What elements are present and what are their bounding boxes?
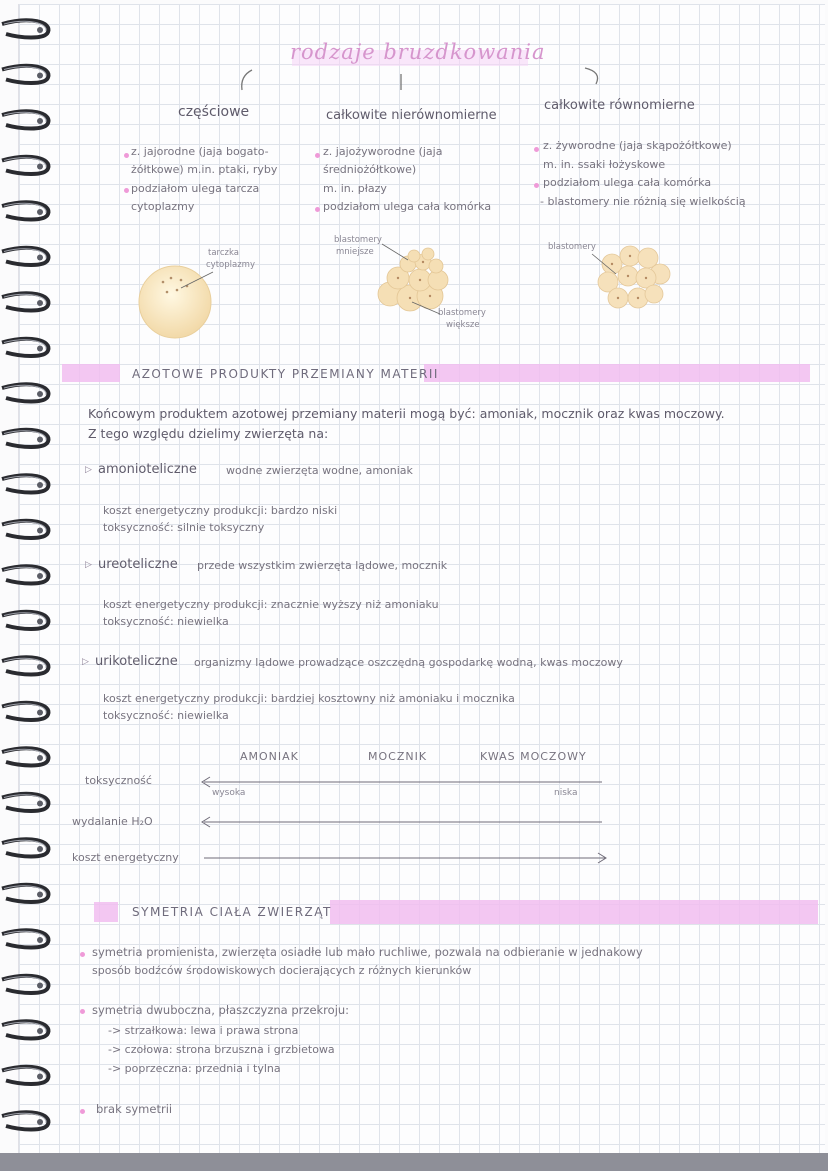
spiral-ring [2, 111, 48, 128]
comparison-row-label: koszt energetyczny [72, 851, 179, 864]
column2-line: m. in. płazy [323, 182, 387, 195]
group-name: ureoteliczne [98, 557, 178, 572]
column3-line: m. in. ssaki łożyskowe [543, 158, 666, 171]
triangle-bullet-icon: ▷ [85, 465, 92, 475]
column3-line: - blastomery nie różnią się wielkością [540, 195, 746, 208]
section-highlight-left [94, 902, 118, 922]
spiral-ring [2, 66, 48, 83]
spiral-ring [2, 384, 48, 401]
bullet [534, 183, 539, 188]
intro-line: Z tego względu dzielimy zwierzęta na: [88, 426, 329, 441]
symmetry-subline: -> czołowa: strona brzuszna i grzbietowa [108, 1043, 335, 1056]
group-name: urikoteliczne [95, 654, 178, 669]
group-cost: koszt energetyczny produkcji: znacznie wyższy niż amoniaku [103, 598, 439, 611]
spiral-ring [2, 475, 48, 492]
spiral-ring [2, 566, 48, 583]
bullet [124, 188, 129, 193]
triangle-bullet-icon: ▷ [85, 560, 92, 570]
section-title-nitrogen: AZOTOWE PRODUKTY PRZEMIANY MATERII [132, 367, 439, 381]
spiral-ring [2, 748, 48, 765]
comparison-column: KWAS MOCZOWY [480, 750, 587, 763]
comparison-arrows [196, 770, 616, 870]
spiral-ring [2, 1112, 48, 1129]
group-desc: przede wszystkim zwierzęta lądowe, mocznik [197, 559, 448, 572]
spiral-binding [0, 0, 60, 1171]
group-name: amonioteliczne [98, 462, 197, 477]
diagram-label: blastomery [548, 242, 596, 252]
spiral-ring [2, 157, 48, 174]
page-bottom-edge [0, 1153, 828, 1171]
bullet [315, 207, 320, 212]
symmetry-subline: -> strzałkowa: lewa i prawa strona [108, 1024, 299, 1037]
column1-line: cytoplazmy [131, 200, 195, 213]
triangle-bullet-icon: ▷ [82, 657, 89, 667]
spiral-ring [2, 293, 48, 310]
symmetry-subline: -> poprzeczna: przednia i tylna [108, 1062, 281, 1075]
comparison-column: AMONIAK [240, 750, 299, 763]
group-desc: wodne zwierzęta wodne, amoniak [226, 464, 413, 477]
group-cost: koszt energetyczny produkcji: bardziej kosztowny niż amoniaku i mocznika [103, 692, 515, 705]
column1-line: z. jajorodne (jaja bogato- [131, 145, 269, 158]
spiral-ring [2, 202, 48, 219]
spiral-ring [2, 976, 48, 993]
spiral-ring [2, 612, 48, 629]
diagram-label: cytoplazmy [206, 260, 255, 270]
spiral-ring [2, 20, 48, 37]
column1-line: żółtkowe) m.in. ptaki, ryby [131, 163, 278, 176]
spiral-ring [2, 339, 48, 356]
comparison-row-label: wydalanie H₂O [72, 815, 153, 828]
egg-cell-diagram [135, 262, 225, 352]
column2-line: średniożółtkowe) [323, 163, 417, 176]
column-heading-uneven: całkowite nierównomierne [326, 108, 497, 123]
title-branch-lines [230, 62, 610, 102]
comparison-column: MOCZNIK [368, 750, 428, 763]
section-highlight-right [424, 364, 810, 382]
column3-line: z. żyworodne (jaja skąpożółtkowe) [543, 139, 732, 152]
bullet [534, 147, 539, 152]
spiral-ring [2, 703, 48, 720]
column2-line: podziałom ulega cała komórka [323, 200, 492, 213]
spiral-ring [2, 657, 48, 674]
column1-line: podziałom ulega tarcza [131, 182, 260, 195]
spiral-ring [2, 1021, 48, 1038]
diagram-label: blastomery [438, 308, 486, 318]
bullet [315, 153, 320, 158]
toxicity-low-label: niska [554, 788, 578, 798]
column2-line: z. jajożyworodne (jaja [323, 145, 443, 158]
bullet [80, 952, 85, 957]
section-title-symmetry: SYMETRIA CIAŁA ZWIERZĄT [132, 905, 332, 919]
symmetry-line: symetria dwuboczna, płaszczyzna przekroju: [92, 1003, 350, 1017]
spiral-ring [2, 794, 48, 811]
spiral-ring [2, 430, 48, 447]
diagram-label: większe [446, 320, 480, 330]
diagram-label: blastomery [334, 235, 382, 245]
spiral-ring [2, 885, 48, 902]
group-toxicity: toksyczność: niewielka [103, 709, 229, 722]
symmetry-line: sposób bodźców środowiskowych docierających z różnych kierunków [92, 964, 472, 977]
toxicity-high-label: wysoka [212, 788, 246, 798]
section-highlight-left [62, 364, 120, 382]
symmetry-line: symetria promienista, zwierzęta osiadłe lub mało ruchliwe, pozwala na odbieranie w jednakowy [92, 945, 643, 959]
column3-line: podziałom ulega cała komórka [543, 176, 712, 189]
diagram-label: tarczka [208, 248, 239, 258]
column-heading-partial: częściowe [178, 104, 250, 120]
morula-uneven-diagram [368, 244, 488, 324]
section-highlight-right [330, 900, 818, 924]
page-title: rodzaje bruzdkowania [290, 40, 546, 64]
group-cost: koszt energetyczny produkcji: bardzo niski [103, 504, 338, 517]
diagram-label: mniejsze [336, 247, 374, 257]
bullet [80, 1109, 85, 1114]
symmetry-line: brak symetrii [96, 1102, 173, 1116]
group-desc: organizmy lądowe prowadzące oszczędną gospodarkę wodną, kwas moczowy [194, 656, 623, 669]
spiral-ring [2, 1067, 48, 1084]
spiral-ring [2, 521, 48, 538]
morula-even-diagram [590, 236, 680, 326]
intro-line: Końcowym produktem azotowej przemiany materii mogą być: amoniak, mocznik oraz kwas moczowy. [88, 406, 725, 421]
column-heading-even: całkowite równomierne [544, 98, 695, 113]
spiral-ring [2, 248, 48, 265]
comparison-row-label: toksyczność [85, 774, 152, 787]
spiral-ring [2, 930, 48, 947]
bullet [80, 1009, 85, 1014]
bullet [124, 153, 129, 158]
group-toxicity: toksyczność: niewielka [103, 615, 229, 628]
spiral-ring [2, 839, 48, 856]
group-toxicity: toksyczność: silnie toksyczny [103, 521, 265, 534]
